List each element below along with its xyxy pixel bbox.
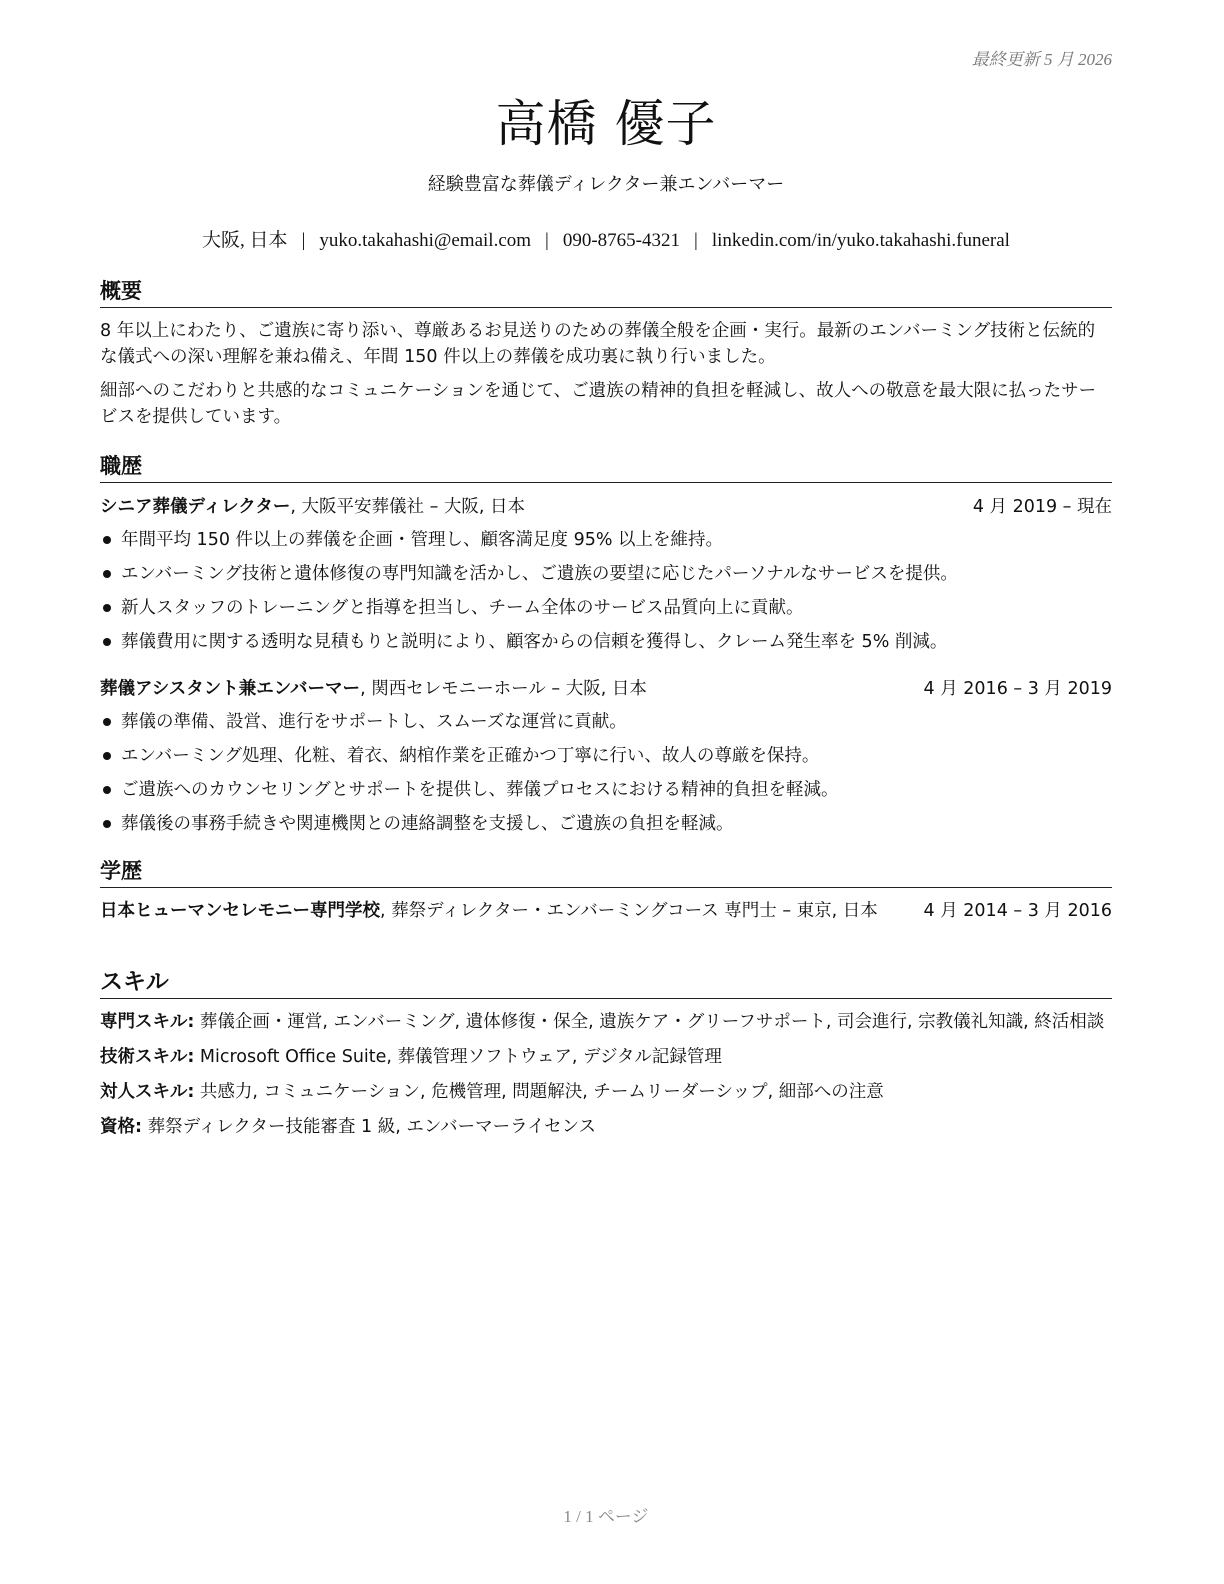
contact-location: 大阪, 日本 xyxy=(202,230,288,251)
skill-line xyxy=(100,1044,1112,1070)
contact-linkedin[interactable]: linkedin.com/in/yuko.takahashi.funeral xyxy=(711,230,1010,251)
job-entry xyxy=(100,493,1112,659)
contact-email[interactable]: yuko.takahashi@email.com xyxy=(319,230,532,251)
skill-value: 葬祭ディレクター技能審査 1 級, エンバーマーライセンス xyxy=(142,1117,597,1137)
candidate-name: 高橋 優子 xyxy=(495,95,717,153)
job-organization: , 関西セレモニーホール – 大阪, 日本 xyxy=(360,679,647,699)
job-organization: , 大阪平安葬儀社 – 大阪, 日本 xyxy=(290,497,526,517)
job-bullet: 葬儀の準備、設営、進行をサポートし、スムーズな運営に貢献。 xyxy=(100,705,1112,739)
bullet-icon xyxy=(103,638,111,646)
last-updated: 最終更新 5 月 2026 xyxy=(971,50,1112,69)
contact-line xyxy=(100,225,1112,252)
candidate-tagline: 経験豊富な葬儀ディレクター兼エンバーマー xyxy=(427,174,785,195)
bullet-icon xyxy=(103,604,111,612)
bullet-icon xyxy=(103,752,111,760)
job-bullet: 葬儀費用に関する透明な見積もりと説明により、顧客からの信頼を獲得し、クレーム発生率を 5% 削減。 xyxy=(100,625,1112,659)
bullet-icon xyxy=(103,570,111,578)
education-detail: , 葬祭ディレクター・エンバーミングコース 専門士 – 東京, 日本 xyxy=(380,901,878,921)
job-dates: 4 月 2016 – 3 月 2019 xyxy=(923,679,1112,699)
job-entry xyxy=(100,675,1112,841)
education-title: 学歴 xyxy=(100,857,1112,888)
skills-title: スキル xyxy=(100,968,1112,999)
education-dates: 4 月 2014 – 3 月 2016 xyxy=(923,901,1112,921)
experience-title: 職歴 xyxy=(100,452,1112,483)
job-role: 葬儀アシスタント兼エンバーマー xyxy=(100,679,361,699)
contact-separator: | xyxy=(301,230,306,251)
education-school: 日本ヒューマンセレモニー専門学校 xyxy=(100,901,380,921)
summary-title: 概要 xyxy=(100,277,1112,308)
bullet-icon xyxy=(103,718,111,726)
job-bullet: エンバーミング処理、化粧、着衣、納棺作業を正確かつ丁寧に行い、故人の尊厳を保持。 xyxy=(100,739,1112,773)
experience-section xyxy=(100,452,1112,841)
resume-page xyxy=(100,0,1112,1584)
skills-section xyxy=(100,968,1112,1149)
summary-paragraph: 8 年以上にわたり、ご遺族に寄り添い、尊厳あるお見送りのための葬儀全般を企画・実行。最新のエンバーミング技術と伝統的な儀式への深い理解を兼ね備え、年間 150 件以上の葬儀を成功裏に執り行いました。 xyxy=(100,321,1096,367)
bullet-icon xyxy=(103,536,111,544)
summary-section xyxy=(100,277,1112,438)
job-bullet: 葬儀後の事務手続きや関連機関との連絡調整を支援し、ご遺族の負担を軽減。 xyxy=(100,807,1112,841)
job-bullet: 新人スタッフのトレーニングと指導を担当し、チーム全体のサービス品質向上に貢献。 xyxy=(100,591,1112,625)
job-bullet: 年間平均 150 件以上の葬儀を企画・管理し、顧客満足度 95% 以上を維持。 xyxy=(100,523,1112,557)
education-entry xyxy=(100,898,1112,924)
skill-value: 共感力, コミュニケーション, 危機管理, 問題解決, チームリーダーシップ, 細部への注意 xyxy=(194,1082,884,1102)
job-bullet: ご遺族へのカウンセリングとサポートを提供し、葬儀プロセスにおける精神的負担を軽減。 xyxy=(100,773,1112,807)
job-bullets xyxy=(100,705,1112,841)
job-bullets xyxy=(100,523,1112,659)
bullet-icon xyxy=(103,786,111,794)
bullet-icon xyxy=(103,820,111,828)
skill-label: 対人スキル: xyxy=(100,1082,195,1102)
contact-phone: 090-8765-4321 xyxy=(562,230,681,251)
job-dates: 4 月 2019 – 現在 xyxy=(972,497,1112,517)
summary-paragraph: 細部へのこだわりと共感的なコミュニケーションを通じて、ご遺族の精神的負担を軽減し、故人への敬意を最大限に払ったサービスを提供しています。 xyxy=(100,381,1097,427)
skill-label: 技術スキル: xyxy=(100,1047,195,1067)
skill-line xyxy=(100,1009,1112,1035)
skill-line xyxy=(100,1114,1112,1140)
skill-value: 葬儀企画・運営, エンバーミング, 遺体修復・保全, 遺族ケア・グリーフサポート, 司会進行, 宗教儀礼知識, 終活相談 xyxy=(194,1012,1105,1032)
contact-separator: | xyxy=(545,230,549,251)
job-header xyxy=(100,493,1112,521)
skill-line xyxy=(100,1079,1112,1105)
page-indicator: 1 / 1 ページ xyxy=(563,1507,649,1526)
job-bullet: エンバーミング技術と遺体修復の専門知識を活かし、ご遺族の要望に応じたパーソナルなサービスを提供。 xyxy=(100,557,1112,591)
skill-label: 資格: xyxy=(100,1117,142,1137)
skill-label: 専門スキル: xyxy=(100,1012,195,1032)
education-section xyxy=(100,857,1112,924)
contact-separator: | xyxy=(694,230,698,251)
job-role: シニア葬儀ディレクター xyxy=(100,497,291,517)
skill-value: Microsoft Office Suite, 葬儀管理ソフトウェア, デジタル記録管理 xyxy=(194,1047,722,1067)
job-header xyxy=(100,675,1112,703)
